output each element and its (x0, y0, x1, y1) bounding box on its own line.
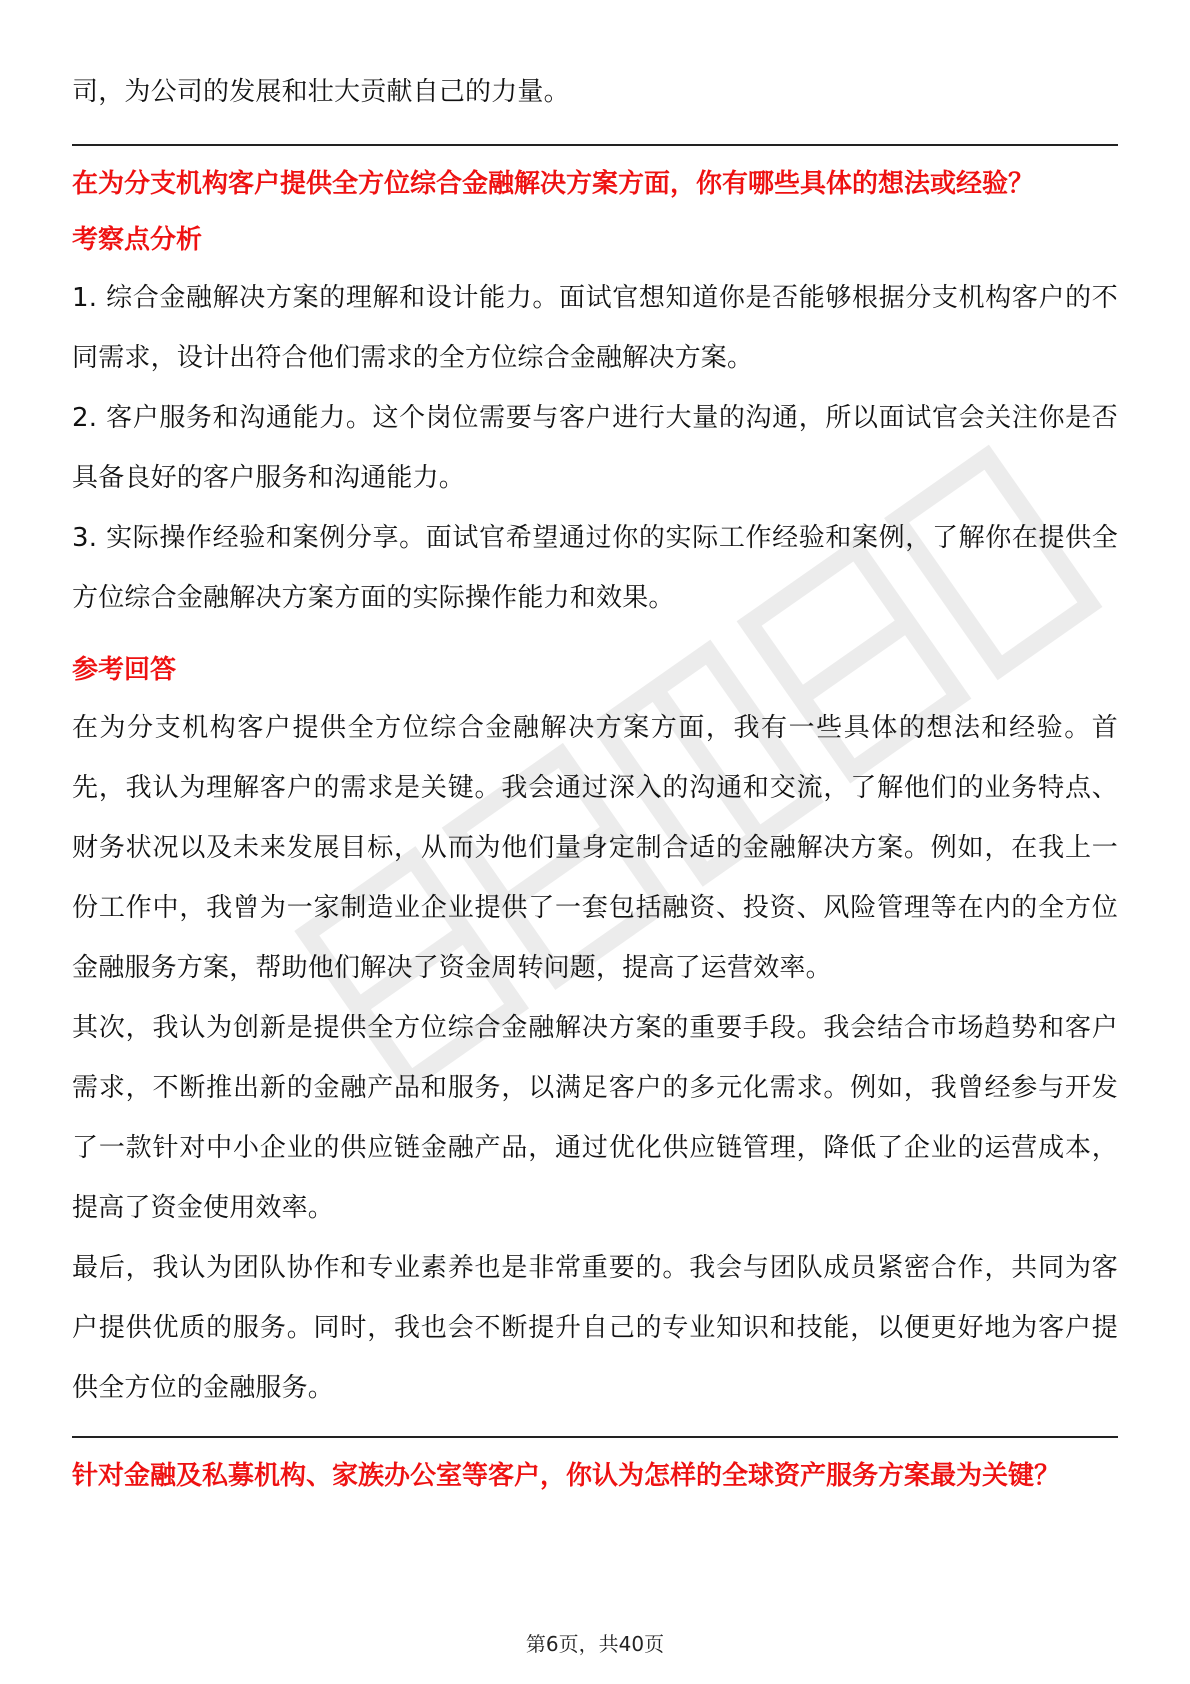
section-divider-top (72, 144, 1118, 146)
spacer (72, 1418, 1118, 1436)
question-heading-2: 针对金融及私募机构、家族办公室等客户，你认为怎样的全球资产服务方案最为关键？ (72, 1461, 1061, 1491)
spacer (72, 628, 1118, 646)
analysis-list (72, 268, 1118, 628)
reference-answer-body (72, 698, 1118, 1418)
analysis-item-2: 2. 客户服务和沟通能力。这个岗位需要与客户进行大量的沟通，所以面试官会关注你是否具备良好的客户服务和沟通能力。 (72, 403, 1118, 493)
answer-paragraph-2: 其次，我认为创新是提供全方位综合金融解决方案的重要手段。我会结合市场趋势和客户需求，不断推出新的金融产品和服务，以满足客户的多元化需求。例如，我曾经参与开发了一款针对中小企业的供应链金融产品，通过优化供应链管理，降低了企业的运营成本，提高了资金使用效率。 (72, 1013, 1118, 1223)
answer-paragraph-3: 最后，我认为团队协作和专业素养也是非常重要的。我会与团队成员紧密合作，共同为客户提供优质的服务。同时，我也会不断提升自己的专业知识和技能，以便更好地为客户提供全方位的金融服务。 (72, 1253, 1118, 1403)
analysis-item-1: 1. 综合金融解决方案的理解和设计能力。面试官想知道你是否能够根据分支机构客户的不同需求，设计出符合他们需求的全方位综合金融解决方案。 (72, 283, 1118, 373)
page-number-footer: 第6页，共40页 (525, 1632, 665, 1656)
question-heading-1: 在为分支机构客户提供全方位综合金融解决方案方面，你有哪些具体的想法或经验？ (72, 169, 1035, 199)
analysis-heading: 考察点分析 (72, 225, 203, 255)
intro-continuation-text: 司，为公司的发展和壮大贡献自己的力量。 (72, 77, 570, 107)
analysis-item-3: 3. 实际操作经验和案例分享。面试官希望通过你的实际工作经验和案例，了解你在提供全方位综合金融解决方案方面的实际操作能力和效果。 (72, 523, 1118, 613)
reference-answer-heading: 参考回答 (72, 655, 177, 685)
main-content (72, 62, 1118, 1508)
section-divider-bottom (72, 1436, 1118, 1438)
answer-paragraph-1: 在为分支机构客户提供全方位综合金融解决方案方面，我有一些具体的想法和经验。首先，我认为理解客户的需求是关键。我会通过深入的沟通和交流，了解他们的业务特点、财务状况以及未来发展目标，从而为他们量身定制合适的金融解决方案。例如，在我上一份工作中，我曾为一家制造业企业提供了一套包括融资、投资、风险管理等在内的全方位金融服务方案，帮助他们解决了资金周转问题，提高了运营效率。 (72, 713, 1118, 983)
